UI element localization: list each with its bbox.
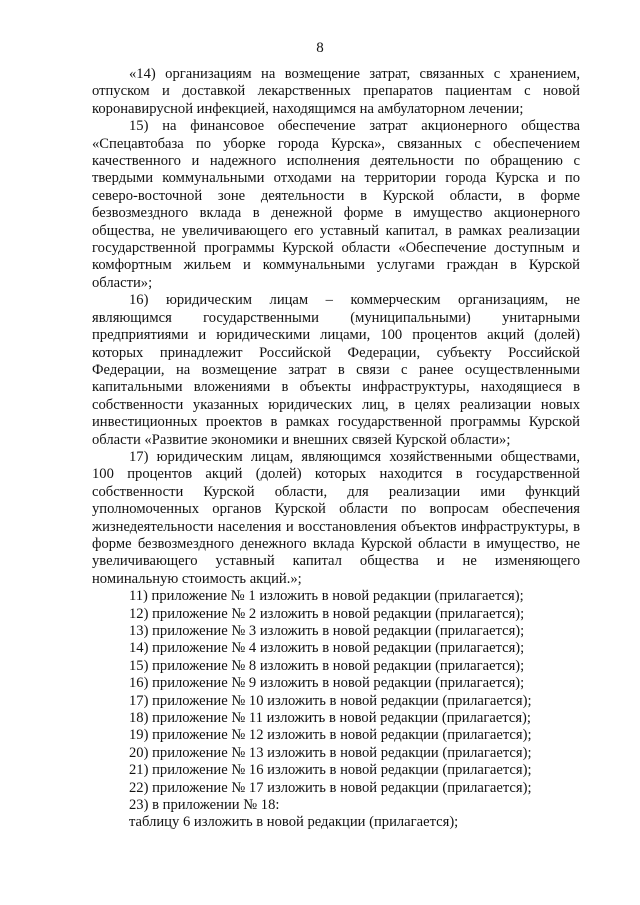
- list-item: 12) приложение № 2 изложить в новой редакции (прилагается);: [129, 605, 525, 622]
- list-item: 19) приложение № 12 изложить в новой редакции (прилагается);: [129, 727, 532, 744]
- paragraph-item-17: 17) юридическим лицам, являющимся хозяйственными обществами, 100 процентов акций (долей) которых находится в государственной собственности Курской области, для реализации ими функций уполномоченных органов Курской области по вопросам обеспечения жизнедеятельности населения и восстановления объектов инфраструктуры, в форме безвозмездного денежного вклада Курской области в имущество, не увеличивающего уставный капитал общества и не изменяющего номинальную стоимость акций.»;: [92, 448, 580, 587]
- paragraph-item-16: 16) юридическим лицам – коммерческим организациям, не являющимся государственными (муниципальными) унитарными предприятиями и юридическими лицами, 100 процентов акций (долей) которых принадлежит Российской Федерации, субъекту Российской Федерации, на возмещение затрат в связи с ранее осуществленными капитальными вложениями в объекты инфраструктуры, находящиеся в собственности указанных юридических лиц, в целях реализации новых инвестиционных проектов в рамках государственной программы Курской области «Развитие экономики и внешних связей Курской области»;: [92, 292, 580, 448]
- list-item: 22) приложение № 17 изложить в новой редакции (прилагается);: [129, 779, 532, 796]
- page-number: 8: [316, 40, 324, 56]
- list-item: 23) в приложении № 18:: [129, 797, 280, 814]
- list-item: 14) приложение № 4 изложить в новой редакции (прилагается);: [129, 640, 525, 657]
- list-item: 18) приложение № 11 изложить в новой редакции (прилагается);: [129, 710, 531, 727]
- list-item: 20) приложение № 13 изложить в новой редакции (прилагается);: [129, 744, 532, 761]
- list-item: 13) приложение № 3 изложить в новой редакции (прилагается);: [129, 623, 525, 639]
- list-item: 15) приложение № 8 изложить в новой редакции (прилагается);: [129, 657, 525, 674]
- paragraph-item-14: «14) организациям на возмещение затрат, связанных с хранением, отпуском и доставкой лекарственных препаратов пациентам с новой коронавирусной инфекцией, находящимся на амбулаторном лечении;: [92, 66, 580, 117]
- list-item: 21) приложение № 16 изложить в новой редакции (прилагается);: [129, 762, 532, 779]
- list-item: 16) приложение № 9 изложить в новой редакции (прилагается);: [129, 675, 525, 692]
- paragraph-item-15: 15) на финансовое обеспечение затрат акционерного общества «Спецавтобаза по уборке города Курска», связанных с обеспечением качественного и надежного исполнения деятельности по обращению с твердыми коммунальными отходами на территории города Курска и по северо-восточной зоне деятельности в Курской области, в форме безвозмездного вклада в денежной форме в имущество акционерного общества, не увеличивающего его уставный капитал, в рамках реализации государственной программы Курской области «Обеспечение доступным и комфортным жильем и коммунальными услугами граждан в Курской области»;: [92, 118, 580, 291]
- document-body: [92, 66, 580, 832]
- list-item: 11) приложение № 1 изложить в новой редакции (прилагается);: [129, 588, 524, 605]
- list-item: 17) приложение № 10 изложить в новой редакции (прилагается);: [129, 692, 532, 709]
- closing-line: таблицу 6 изложить в новой редакции (прилагается);: [129, 814, 459, 831]
